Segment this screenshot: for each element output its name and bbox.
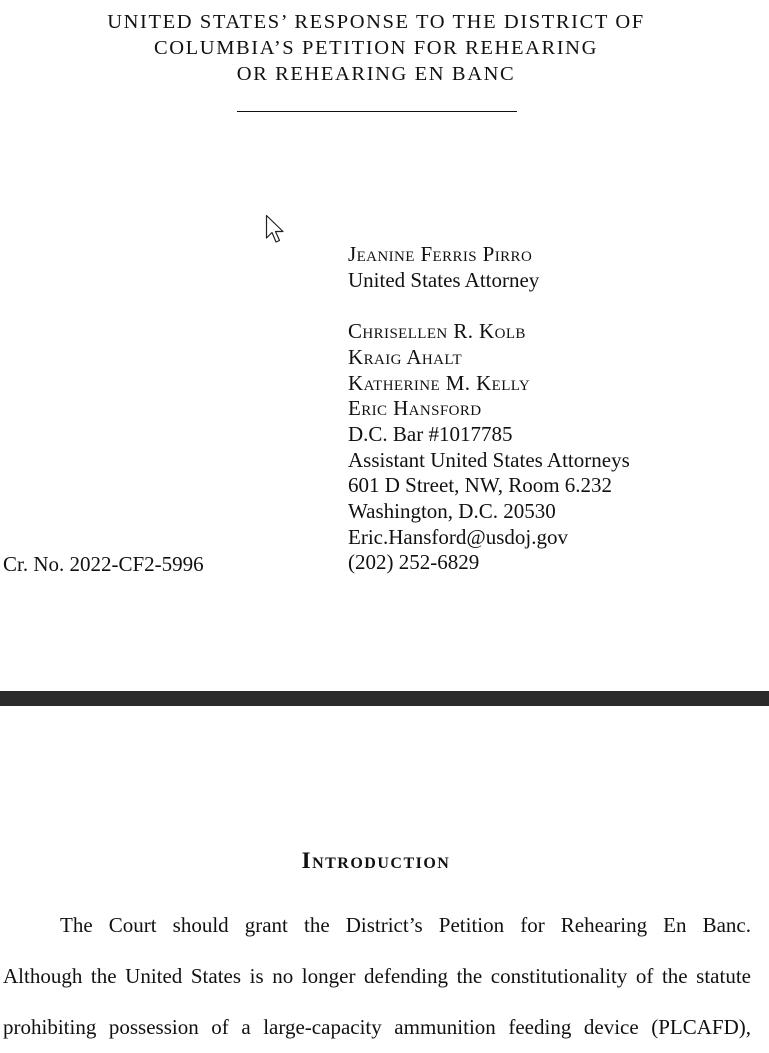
mouse-pointer-icon	[265, 214, 287, 246]
phone-number: (202) 252-6829	[348, 550, 480, 575]
introduction-paragraph	[3, 900, 751, 1053]
introduction-heading: Introduction	[301, 848, 451, 873]
us-attorney-name: Jeanine Ferris Pirro	[348, 242, 533, 266]
attorney-name-hansford: Eric Hansford	[348, 396, 482, 421]
attorneys-title: Assistant United States Attorneys	[348, 447, 630, 472]
title-line-3: OR REHEARING EN BANC	[236, 63, 516, 85]
document-title	[0, 9, 752, 87]
title-line-2: COLUMBIA’S PETITION FOR REHEARING	[153, 37, 598, 59]
us-attorney-title: United States Attorney	[348, 267, 540, 292]
attorney-name-kelly: Katherine M. Kelly	[348, 370, 531, 395]
title-line-1: UNITED STATES’ RESPONSE TO THE DISTRICT OF	[107, 11, 645, 33]
attorney-name-ahalt: Kraig Ahalt	[348, 344, 463, 369]
paragraph-line-1: The Court should grant the District’s Petition for Rehearing En Banc.	[60, 913, 751, 937]
bar-number: D.C. Bar #1017785	[348, 421, 513, 446]
signature-block	[348, 242, 630, 576]
paragraph-line-2: Although the United States is no longer defending the constitutionality of the statute	[3, 964, 751, 988]
address-street: 601 D Street, NW, Room 6.232	[348, 473, 613, 498]
signature-spacer	[348, 293, 630, 319]
attorney-name-kolb: Chrisellen R. Kolb	[348, 319, 526, 344]
email-address: Eric.Hansford@usdoj.gov	[348, 524, 568, 549]
page-separator	[0, 691, 769, 706]
title-underline	[237, 111, 517, 112]
case-number: Cr. No. 2022-CF2-5996	[3, 552, 204, 576]
paragraph-line-3: prohibiting possession of a large-capacity ammunition feeding device (PLCAFD),	[3, 1015, 751, 1039]
address-city: Washington, D.C. 20530	[348, 499, 556, 524]
